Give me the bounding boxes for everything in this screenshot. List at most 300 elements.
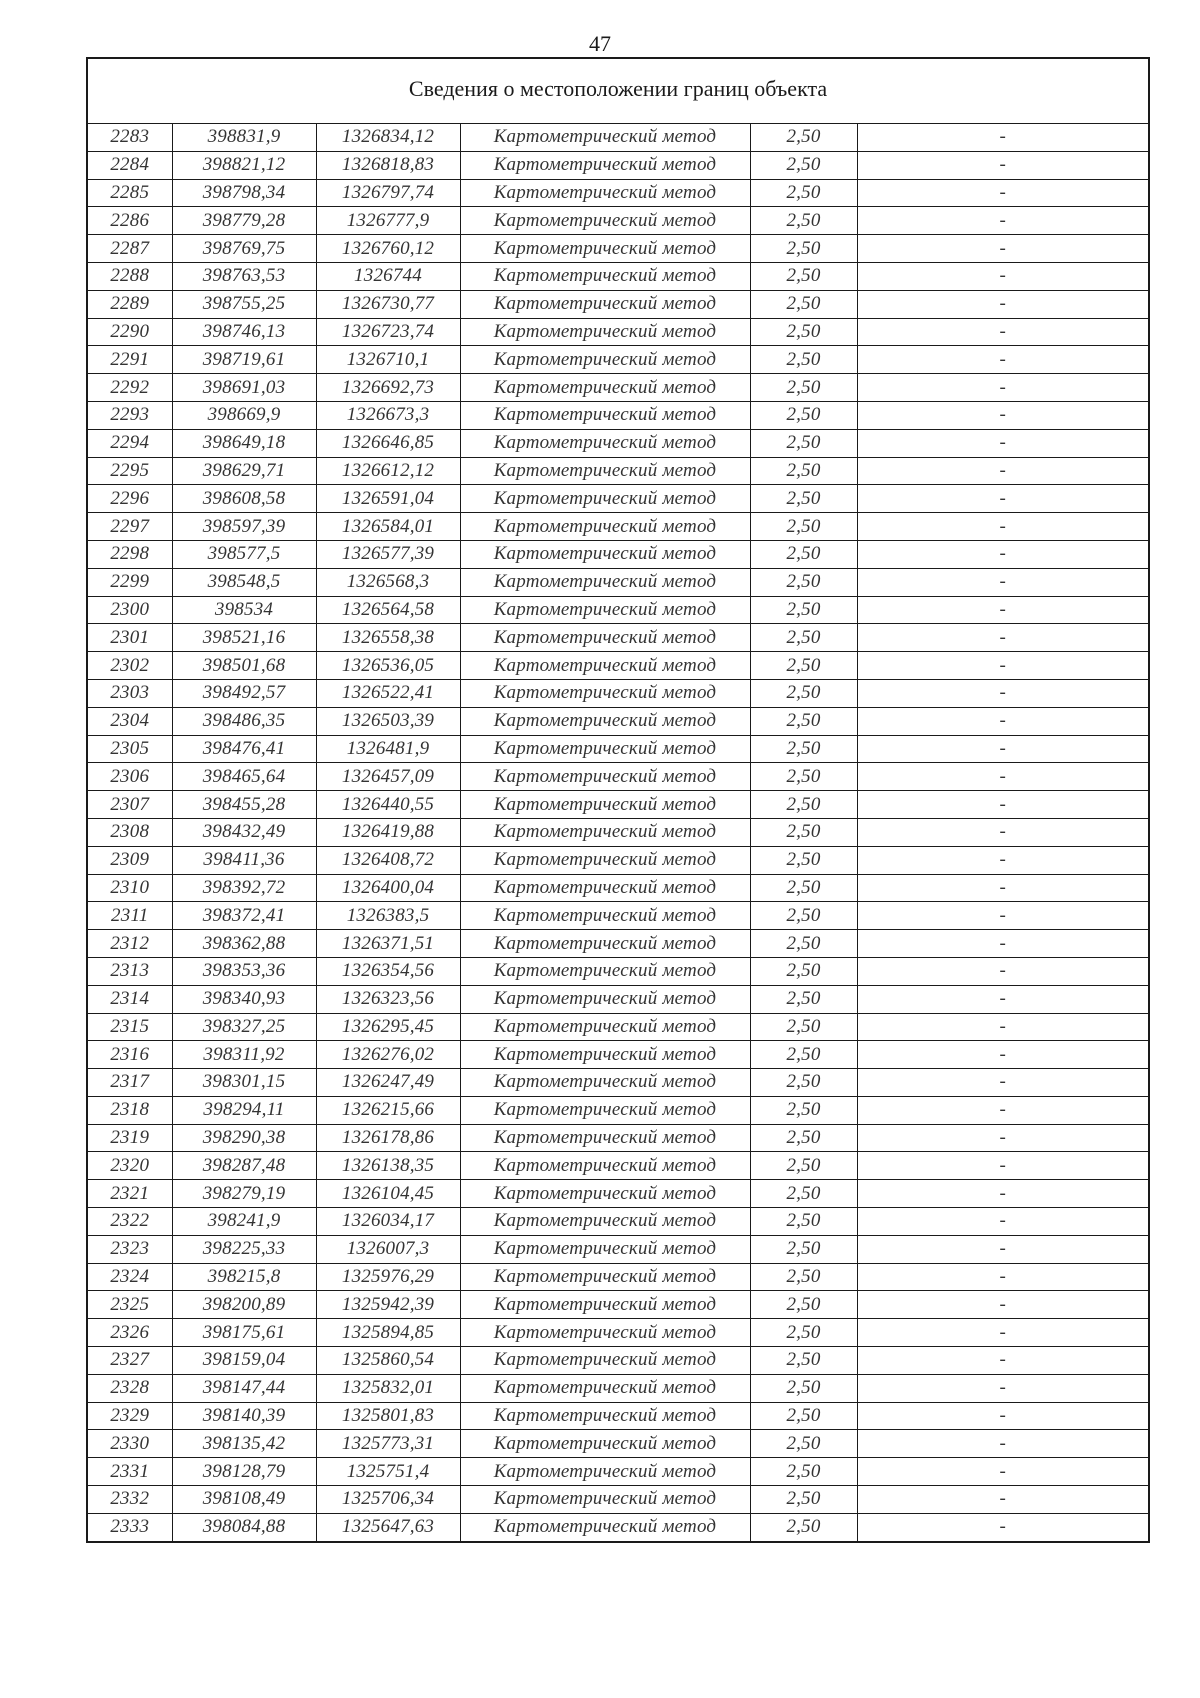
x-coordinate-cell: 398649,18 xyxy=(172,429,316,457)
y-coordinate-cell: 1325706,34 xyxy=(316,1486,460,1514)
x-coordinate-cell: 398597,39 xyxy=(172,513,316,541)
point-number-cell: 2320 xyxy=(87,1152,172,1180)
method-cell: Картометрический метод xyxy=(460,1013,750,1041)
table-row xyxy=(87,568,1149,596)
table-row xyxy=(87,235,1149,263)
point-number-cell: 2311 xyxy=(87,902,172,930)
table-row xyxy=(87,957,1149,985)
method-cell: Картометрический метод xyxy=(460,374,750,402)
y-coordinate-cell: 1326481,9 xyxy=(316,735,460,763)
point-number-cell: 2319 xyxy=(87,1124,172,1152)
method-cell: Картометрический метод xyxy=(460,679,750,707)
extra-cell: - xyxy=(857,401,1149,429)
y-coordinate-cell: 1326744 xyxy=(316,262,460,290)
y-coordinate-cell: 1326558,38 xyxy=(316,624,460,652)
method-cell: Картометрический метод xyxy=(460,902,750,930)
x-coordinate-cell: 398311,92 xyxy=(172,1041,316,1069)
table-title-row xyxy=(87,58,1149,124)
accuracy-cell: 2,50 xyxy=(750,318,857,346)
accuracy-cell: 2,50 xyxy=(750,1124,857,1152)
point-number-cell: 2298 xyxy=(87,540,172,568)
extra-cell: - xyxy=(857,1263,1149,1291)
method-cell: Картометрический метод xyxy=(460,568,750,596)
table-row xyxy=(87,290,1149,318)
table-row xyxy=(87,596,1149,624)
x-coordinate-cell: 398465,64 xyxy=(172,763,316,791)
extra-cell: - xyxy=(857,791,1149,819)
y-coordinate-cell: 1325773,31 xyxy=(316,1430,460,1458)
accuracy-cell: 2,50 xyxy=(750,1069,857,1097)
extra-cell: - xyxy=(857,735,1149,763)
method-cell: Картометрический метод xyxy=(460,624,750,652)
x-coordinate-cell: 398521,16 xyxy=(172,624,316,652)
table-row xyxy=(87,1486,1149,1514)
table-row xyxy=(87,485,1149,513)
extra-cell: - xyxy=(857,985,1149,1013)
accuracy-cell: 2,50 xyxy=(750,957,857,985)
table-row xyxy=(87,540,1149,568)
accuracy-cell: 2,50 xyxy=(750,791,857,819)
extra-cell: - xyxy=(857,1041,1149,1069)
extra-cell: - xyxy=(857,624,1149,652)
y-coordinate-cell: 1326577,39 xyxy=(316,540,460,568)
point-number-cell: 2284 xyxy=(87,151,172,179)
method-cell: Картометрический метод xyxy=(460,262,750,290)
table-row xyxy=(87,1152,1149,1180)
accuracy-cell: 2,50 xyxy=(750,262,857,290)
x-coordinate-cell: 398128,79 xyxy=(172,1458,316,1486)
y-coordinate-cell: 1326138,35 xyxy=(316,1152,460,1180)
table-row xyxy=(87,763,1149,791)
y-coordinate-cell: 1326591,04 xyxy=(316,485,460,513)
y-coordinate-cell: 1326419,88 xyxy=(316,818,460,846)
extra-cell: - xyxy=(857,1180,1149,1208)
accuracy-cell: 2,50 xyxy=(750,1513,857,1541)
extra-cell: - xyxy=(857,763,1149,791)
point-number-cell: 2327 xyxy=(87,1347,172,1375)
extra-cell: - xyxy=(857,151,1149,179)
table-row xyxy=(87,1263,1149,1291)
accuracy-cell: 2,50 xyxy=(750,374,857,402)
method-cell: Картометрический метод xyxy=(460,1235,750,1263)
method-cell: Картометрический метод xyxy=(460,429,750,457)
x-coordinate-cell: 398392,72 xyxy=(172,874,316,902)
x-coordinate-cell: 398294,11 xyxy=(172,1096,316,1124)
extra-cell: - xyxy=(857,1096,1149,1124)
extra-cell: - xyxy=(857,930,1149,958)
table-row xyxy=(87,624,1149,652)
point-number-cell: 2306 xyxy=(87,763,172,791)
extra-cell: - xyxy=(857,1235,1149,1263)
method-cell: Картометрический метод xyxy=(460,1486,750,1514)
x-coordinate-cell: 398755,25 xyxy=(172,290,316,318)
point-number-cell: 2283 xyxy=(87,124,172,152)
method-cell: Картометрический метод xyxy=(460,1347,750,1375)
point-number-cell: 2288 xyxy=(87,262,172,290)
x-coordinate-cell: 398746,13 xyxy=(172,318,316,346)
y-coordinate-cell: 1326408,72 xyxy=(316,846,460,874)
x-coordinate-cell: 398135,42 xyxy=(172,1430,316,1458)
y-coordinate-cell: 1325832,01 xyxy=(316,1374,460,1402)
accuracy-cell: 2,50 xyxy=(750,735,857,763)
accuracy-cell: 2,50 xyxy=(750,207,857,235)
table-row xyxy=(87,374,1149,402)
accuracy-cell: 2,50 xyxy=(750,290,857,318)
point-number-cell: 2295 xyxy=(87,457,172,485)
x-coordinate-cell: 398200,89 xyxy=(172,1291,316,1319)
method-cell: Картометрический метод xyxy=(460,930,750,958)
point-number-cell: 2286 xyxy=(87,207,172,235)
accuracy-cell: 2,50 xyxy=(750,707,857,735)
y-coordinate-cell: 1326104,45 xyxy=(316,1180,460,1208)
table-row xyxy=(87,1347,1149,1375)
extra-cell: - xyxy=(857,568,1149,596)
y-coordinate-cell: 1325801,83 xyxy=(316,1402,460,1430)
y-coordinate-cell: 1326584,01 xyxy=(316,513,460,541)
x-coordinate-cell: 398108,49 xyxy=(172,1486,316,1514)
table-row xyxy=(87,1402,1149,1430)
x-coordinate-cell: 398501,68 xyxy=(172,652,316,680)
method-cell: Картометрический метод xyxy=(460,540,750,568)
point-number-cell: 2310 xyxy=(87,874,172,902)
point-number-cell: 2294 xyxy=(87,429,172,457)
x-coordinate-cell: 398476,41 xyxy=(172,735,316,763)
method-cell: Картометрический метод xyxy=(460,1374,750,1402)
table-row xyxy=(87,707,1149,735)
accuracy-cell: 2,50 xyxy=(750,124,857,152)
x-coordinate-cell: 398577,5 xyxy=(172,540,316,568)
table-row xyxy=(87,1013,1149,1041)
x-coordinate-cell: 398719,61 xyxy=(172,346,316,374)
table-row xyxy=(87,179,1149,207)
accuracy-cell: 2,50 xyxy=(750,1235,857,1263)
extra-cell: - xyxy=(857,457,1149,485)
extra-cell: - xyxy=(857,1013,1149,1041)
y-coordinate-cell: 1326834,12 xyxy=(316,124,460,152)
y-coordinate-cell: 1326730,77 xyxy=(316,290,460,318)
table-row xyxy=(87,1458,1149,1486)
method-cell: Картометрический метод xyxy=(460,874,750,902)
x-coordinate-cell: 398548,5 xyxy=(172,568,316,596)
table-row xyxy=(87,151,1149,179)
y-coordinate-cell: 1326568,3 xyxy=(316,568,460,596)
method-cell: Картометрический метод xyxy=(460,1291,750,1319)
x-coordinate-cell: 398486,35 xyxy=(172,707,316,735)
accuracy-cell: 2,50 xyxy=(750,1458,857,1486)
accuracy-cell: 2,50 xyxy=(750,846,857,874)
accuracy-cell: 2,50 xyxy=(750,1402,857,1430)
y-coordinate-cell: 1325751,4 xyxy=(316,1458,460,1486)
y-coordinate-cell: 1326440,55 xyxy=(316,791,460,819)
accuracy-cell: 2,50 xyxy=(750,429,857,457)
y-coordinate-cell: 1326692,73 xyxy=(316,374,460,402)
point-number-cell: 2285 xyxy=(87,179,172,207)
x-coordinate-cell: 398769,75 xyxy=(172,235,316,263)
point-number-cell: 2302 xyxy=(87,652,172,680)
method-cell: Картометрический метод xyxy=(460,235,750,263)
extra-cell: - xyxy=(857,1152,1149,1180)
x-coordinate-cell: 398763,53 xyxy=(172,262,316,290)
extra-cell: - xyxy=(857,374,1149,402)
table-row xyxy=(87,1069,1149,1097)
accuracy-cell: 2,50 xyxy=(750,624,857,652)
accuracy-cell: 2,50 xyxy=(750,930,857,958)
extra-cell: - xyxy=(857,513,1149,541)
extra-cell: - xyxy=(857,1069,1149,1097)
table-row xyxy=(87,874,1149,902)
table-row xyxy=(87,846,1149,874)
y-coordinate-cell: 1326247,49 xyxy=(316,1069,460,1097)
table-row xyxy=(87,1319,1149,1347)
method-cell: Картометрический метод xyxy=(460,124,750,152)
y-coordinate-cell: 1326276,02 xyxy=(316,1041,460,1069)
table-row xyxy=(87,429,1149,457)
accuracy-cell: 2,50 xyxy=(750,652,857,680)
method-cell: Картометрический метод xyxy=(460,1180,750,1208)
point-number-cell: 2332 xyxy=(87,1486,172,1514)
extra-cell: - xyxy=(857,679,1149,707)
point-number-cell: 2328 xyxy=(87,1374,172,1402)
accuracy-cell: 2,50 xyxy=(750,1263,857,1291)
table-row xyxy=(87,318,1149,346)
y-coordinate-cell: 1326612,12 xyxy=(316,457,460,485)
point-number-cell: 2316 xyxy=(87,1041,172,1069)
y-coordinate-cell: 1326354,56 xyxy=(316,957,460,985)
method-cell: Картометрический метод xyxy=(460,652,750,680)
x-coordinate-cell: 398798,34 xyxy=(172,179,316,207)
x-coordinate-cell: 398140,39 xyxy=(172,1402,316,1430)
x-coordinate-cell: 398821,12 xyxy=(172,151,316,179)
method-cell: Картометрический метод xyxy=(460,735,750,763)
table-row xyxy=(87,791,1149,819)
extra-cell: - xyxy=(857,290,1149,318)
y-coordinate-cell: 1326215,66 xyxy=(316,1096,460,1124)
extra-cell: - xyxy=(857,262,1149,290)
x-coordinate-cell: 398279,19 xyxy=(172,1180,316,1208)
extra-cell: - xyxy=(857,540,1149,568)
method-cell: Картометрический метод xyxy=(460,1319,750,1347)
point-number-cell: 2290 xyxy=(87,318,172,346)
table-row xyxy=(87,652,1149,680)
table-row xyxy=(87,262,1149,290)
point-number-cell: 2293 xyxy=(87,401,172,429)
extra-cell: - xyxy=(857,652,1149,680)
accuracy-cell: 2,50 xyxy=(750,763,857,791)
method-cell: Картометрический метод xyxy=(460,457,750,485)
extra-cell: - xyxy=(857,346,1149,374)
point-number-cell: 2330 xyxy=(87,1430,172,1458)
method-cell: Картометрический метод xyxy=(460,1513,750,1541)
method-cell: Картометрический метод xyxy=(460,763,750,791)
y-coordinate-cell: 1326034,17 xyxy=(316,1208,460,1236)
table-row xyxy=(87,1180,1149,1208)
point-number-cell: 2301 xyxy=(87,624,172,652)
extra-cell: - xyxy=(857,1124,1149,1152)
x-coordinate-cell: 398831,9 xyxy=(172,124,316,152)
table-row xyxy=(87,1124,1149,1152)
extra-cell: - xyxy=(857,1319,1149,1347)
table-row xyxy=(87,1235,1149,1263)
table-row xyxy=(87,1374,1149,1402)
y-coordinate-cell: 1326295,45 xyxy=(316,1013,460,1041)
y-coordinate-cell: 1326646,85 xyxy=(316,429,460,457)
accuracy-cell: 2,50 xyxy=(750,679,857,707)
accuracy-cell: 2,50 xyxy=(750,235,857,263)
accuracy-cell: 2,50 xyxy=(750,874,857,902)
accuracy-cell: 2,50 xyxy=(750,1152,857,1180)
table-row xyxy=(87,513,1149,541)
point-number-cell: 2299 xyxy=(87,568,172,596)
point-number-cell: 2325 xyxy=(87,1291,172,1319)
y-coordinate-cell: 1326178,86 xyxy=(316,1124,460,1152)
table-row xyxy=(87,818,1149,846)
table-row xyxy=(87,1041,1149,1069)
accuracy-cell: 2,50 xyxy=(750,1374,857,1402)
x-coordinate-cell: 398290,38 xyxy=(172,1124,316,1152)
y-coordinate-cell: 1326323,56 xyxy=(316,985,460,1013)
table-row xyxy=(87,679,1149,707)
point-number-cell: 2333 xyxy=(87,1513,172,1541)
method-cell: Картометрический метод xyxy=(460,791,750,819)
extra-cell: - xyxy=(857,1208,1149,1236)
extra-cell: - xyxy=(857,846,1149,874)
y-coordinate-cell: 1326710,1 xyxy=(316,346,460,374)
extra-cell: - xyxy=(857,429,1149,457)
table-row xyxy=(87,1291,1149,1319)
x-coordinate-cell: 398147,44 xyxy=(172,1374,316,1402)
method-cell: Картометрический метод xyxy=(460,1458,750,1486)
x-coordinate-cell: 398084,88 xyxy=(172,1513,316,1541)
accuracy-cell: 2,50 xyxy=(750,457,857,485)
point-number-cell: 2312 xyxy=(87,930,172,958)
y-coordinate-cell: 1326564,58 xyxy=(316,596,460,624)
table-row xyxy=(87,401,1149,429)
y-coordinate-cell: 1326383,5 xyxy=(316,902,460,930)
point-number-cell: 2300 xyxy=(87,596,172,624)
point-number-cell: 2307 xyxy=(87,791,172,819)
y-coordinate-cell: 1325976,29 xyxy=(316,1263,460,1291)
x-coordinate-cell: 398669,9 xyxy=(172,401,316,429)
boundary-coordinates-table xyxy=(86,57,1150,1543)
y-coordinate-cell: 1326536,05 xyxy=(316,652,460,680)
method-cell: Картометрический метод xyxy=(460,401,750,429)
x-coordinate-cell: 398287,48 xyxy=(172,1152,316,1180)
point-number-cell: 2297 xyxy=(87,513,172,541)
x-coordinate-cell: 398215,8 xyxy=(172,1263,316,1291)
extra-cell: - xyxy=(857,1513,1149,1541)
point-number-cell: 2329 xyxy=(87,1402,172,1430)
x-coordinate-cell: 398225,33 xyxy=(172,1235,316,1263)
y-coordinate-cell: 1326371,51 xyxy=(316,930,460,958)
y-coordinate-cell: 1326457,09 xyxy=(316,763,460,791)
method-cell: Картометрический метод xyxy=(460,1152,750,1180)
accuracy-cell: 2,50 xyxy=(750,596,857,624)
table-row xyxy=(87,985,1149,1013)
extra-cell: - xyxy=(857,1347,1149,1375)
y-coordinate-cell: 1325860,54 xyxy=(316,1347,460,1375)
table-row xyxy=(87,207,1149,235)
table-row xyxy=(87,1096,1149,1124)
accuracy-cell: 2,50 xyxy=(750,540,857,568)
accuracy-cell: 2,50 xyxy=(750,568,857,596)
extra-cell: - xyxy=(857,1402,1149,1430)
accuracy-cell: 2,50 xyxy=(750,1180,857,1208)
accuracy-cell: 2,50 xyxy=(750,151,857,179)
extra-cell: - xyxy=(857,1374,1149,1402)
y-coordinate-cell: 1326007,3 xyxy=(316,1235,460,1263)
extra-cell: - xyxy=(857,1291,1149,1319)
point-number-cell: 2323 xyxy=(87,1235,172,1263)
accuracy-cell: 2,50 xyxy=(750,985,857,1013)
method-cell: Картометрический метод xyxy=(460,1208,750,1236)
extra-cell: - xyxy=(857,179,1149,207)
accuracy-cell: 2,50 xyxy=(750,513,857,541)
y-coordinate-cell: 1326723,74 xyxy=(316,318,460,346)
y-coordinate-cell: 1326400,04 xyxy=(316,874,460,902)
extra-cell: - xyxy=(857,235,1149,263)
table-row xyxy=(87,1513,1149,1541)
extra-cell: - xyxy=(857,874,1149,902)
y-coordinate-cell: 1326818,83 xyxy=(316,151,460,179)
extra-cell: - xyxy=(857,124,1149,152)
extra-cell: - xyxy=(857,902,1149,930)
x-coordinate-cell: 398779,28 xyxy=(172,207,316,235)
method-cell: Картометрический метод xyxy=(460,957,750,985)
table-row xyxy=(87,457,1149,485)
x-coordinate-cell: 398353,36 xyxy=(172,957,316,985)
x-coordinate-cell: 398362,88 xyxy=(172,930,316,958)
y-coordinate-cell: 1326522,41 xyxy=(316,679,460,707)
method-cell: Картометрический метод xyxy=(460,1096,750,1124)
accuracy-cell: 2,50 xyxy=(750,1041,857,1069)
table-row xyxy=(87,735,1149,763)
point-number-cell: 2289 xyxy=(87,290,172,318)
method-cell: Картометрический метод xyxy=(460,346,750,374)
accuracy-cell: 2,50 xyxy=(750,1486,857,1514)
accuracy-cell: 2,50 xyxy=(750,1347,857,1375)
y-coordinate-cell: 1326760,12 xyxy=(316,235,460,263)
x-coordinate-cell: 398534 xyxy=(172,596,316,624)
accuracy-cell: 2,50 xyxy=(750,179,857,207)
method-cell: Картометрический метод xyxy=(460,1402,750,1430)
x-coordinate-cell: 398608,58 xyxy=(172,485,316,513)
method-cell: Картометрический метод xyxy=(460,513,750,541)
method-cell: Картометрический метод xyxy=(460,818,750,846)
table-row xyxy=(87,902,1149,930)
point-number-cell: 2331 xyxy=(87,1458,172,1486)
x-coordinate-cell: 398691,03 xyxy=(172,374,316,402)
accuracy-cell: 2,50 xyxy=(750,902,857,930)
x-coordinate-cell: 398327,25 xyxy=(172,1013,316,1041)
accuracy-cell: 2,50 xyxy=(750,1013,857,1041)
x-coordinate-cell: 398301,15 xyxy=(172,1069,316,1097)
extra-cell: - xyxy=(857,485,1149,513)
method-cell: Картометрический метод xyxy=(460,290,750,318)
extra-cell: - xyxy=(857,1458,1149,1486)
point-number-cell: 2303 xyxy=(87,679,172,707)
method-cell: Картометрический метод xyxy=(460,1263,750,1291)
point-number-cell: 2292 xyxy=(87,374,172,402)
extra-cell: - xyxy=(857,818,1149,846)
extra-cell: - xyxy=(857,707,1149,735)
point-number-cell: 2305 xyxy=(87,735,172,763)
point-number-cell: 2317 xyxy=(87,1069,172,1097)
table-body xyxy=(87,124,1149,1542)
y-coordinate-cell: 1325647,63 xyxy=(316,1513,460,1541)
method-cell: Картометрический метод xyxy=(460,1430,750,1458)
extra-cell: - xyxy=(857,318,1149,346)
extra-cell: - xyxy=(857,1430,1149,1458)
